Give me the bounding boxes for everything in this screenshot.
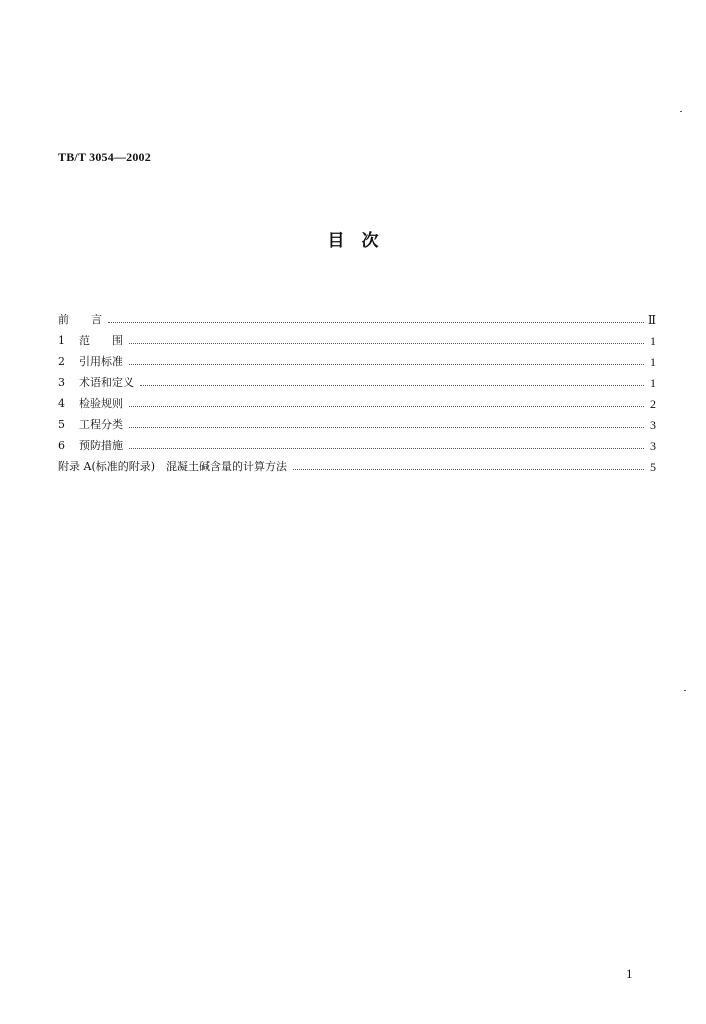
table-of-contents	[58, 306, 656, 474]
toc-entry-appendix-a[interactable]	[58, 453, 656, 474]
dot-leader	[293, 469, 644, 470]
toc-entry-label-wrap	[58, 439, 123, 453]
toc-entry-preventive-measures[interactable]	[58, 432, 656, 453]
toc-entry-number: 2	[58, 355, 65, 368]
toc-entry-page: 5	[650, 460, 656, 474]
toc-entry-page: 3	[650, 439, 656, 453]
toc-entry-foreword[interactable]	[58, 306, 656, 327]
dot-leader	[108, 322, 644, 323]
dot-leader	[129, 364, 644, 365]
toc-entry-label-wrap	[58, 376, 134, 390]
toc-title: 目 次	[327, 231, 379, 251]
toc-entry-label-wrap	[58, 397, 123, 411]
toc-entry-page: 2	[650, 397, 656, 411]
toc-entry-number: 4	[58, 397, 65, 410]
toc-entry-normative-references[interactable]	[58, 348, 656, 369]
toc-entry-terms-definitions[interactable]	[58, 369, 656, 390]
toc-entry-label: 工程分类	[79, 418, 123, 431]
toc-entry-page: 1	[650, 334, 656, 348]
toc-entry-label: 附录 A(标准的附录) 混凝土碱含量的计算方法	[58, 460, 288, 473]
toc-entry-project-classification[interactable]	[58, 411, 656, 432]
toc-entry-label: 术语和定义	[79, 376, 134, 389]
toc-entry-label: 引用标准	[79, 355, 123, 368]
toc-entry-inspection-rules[interactable]	[58, 390, 656, 411]
scan-speck	[680, 111, 682, 112]
toc-entry-page: 3	[650, 418, 656, 432]
toc-entry-page: 1	[650, 376, 656, 390]
toc-entry-scope[interactable]	[58, 327, 656, 348]
toc-entry-page: 1	[650, 355, 656, 369]
toc-entry-number: 6	[58, 439, 65, 452]
toc-entry-number: 3	[58, 376, 65, 389]
dot-leader	[140, 385, 644, 386]
dot-leader	[129, 427, 644, 428]
toc-entry-label: 预防措施	[79, 439, 123, 452]
page-number: 1	[626, 966, 633, 981]
toc-entry-number: 1	[58, 334, 65, 347]
dot-leader	[129, 406, 644, 407]
toc-entry-label-wrap	[58, 418, 123, 432]
toc-entry-label-wrap	[58, 334, 123, 348]
toc-entry-label: 范 围	[79, 334, 123, 347]
dot-leader	[129, 343, 644, 344]
toc-entry-label-wrap	[58, 355, 123, 369]
dot-leader	[129, 448, 644, 449]
scan-speck	[684, 690, 686, 691]
toc-entry-label: 前 言	[58, 313, 102, 326]
toc-entry-number: 5	[58, 418, 65, 431]
toc-entry-label: 检验规则	[79, 397, 123, 410]
document-code: TB/T 3054—2002	[58, 150, 151, 164]
toc-entry-page: Ⅱ	[647, 313, 656, 327]
